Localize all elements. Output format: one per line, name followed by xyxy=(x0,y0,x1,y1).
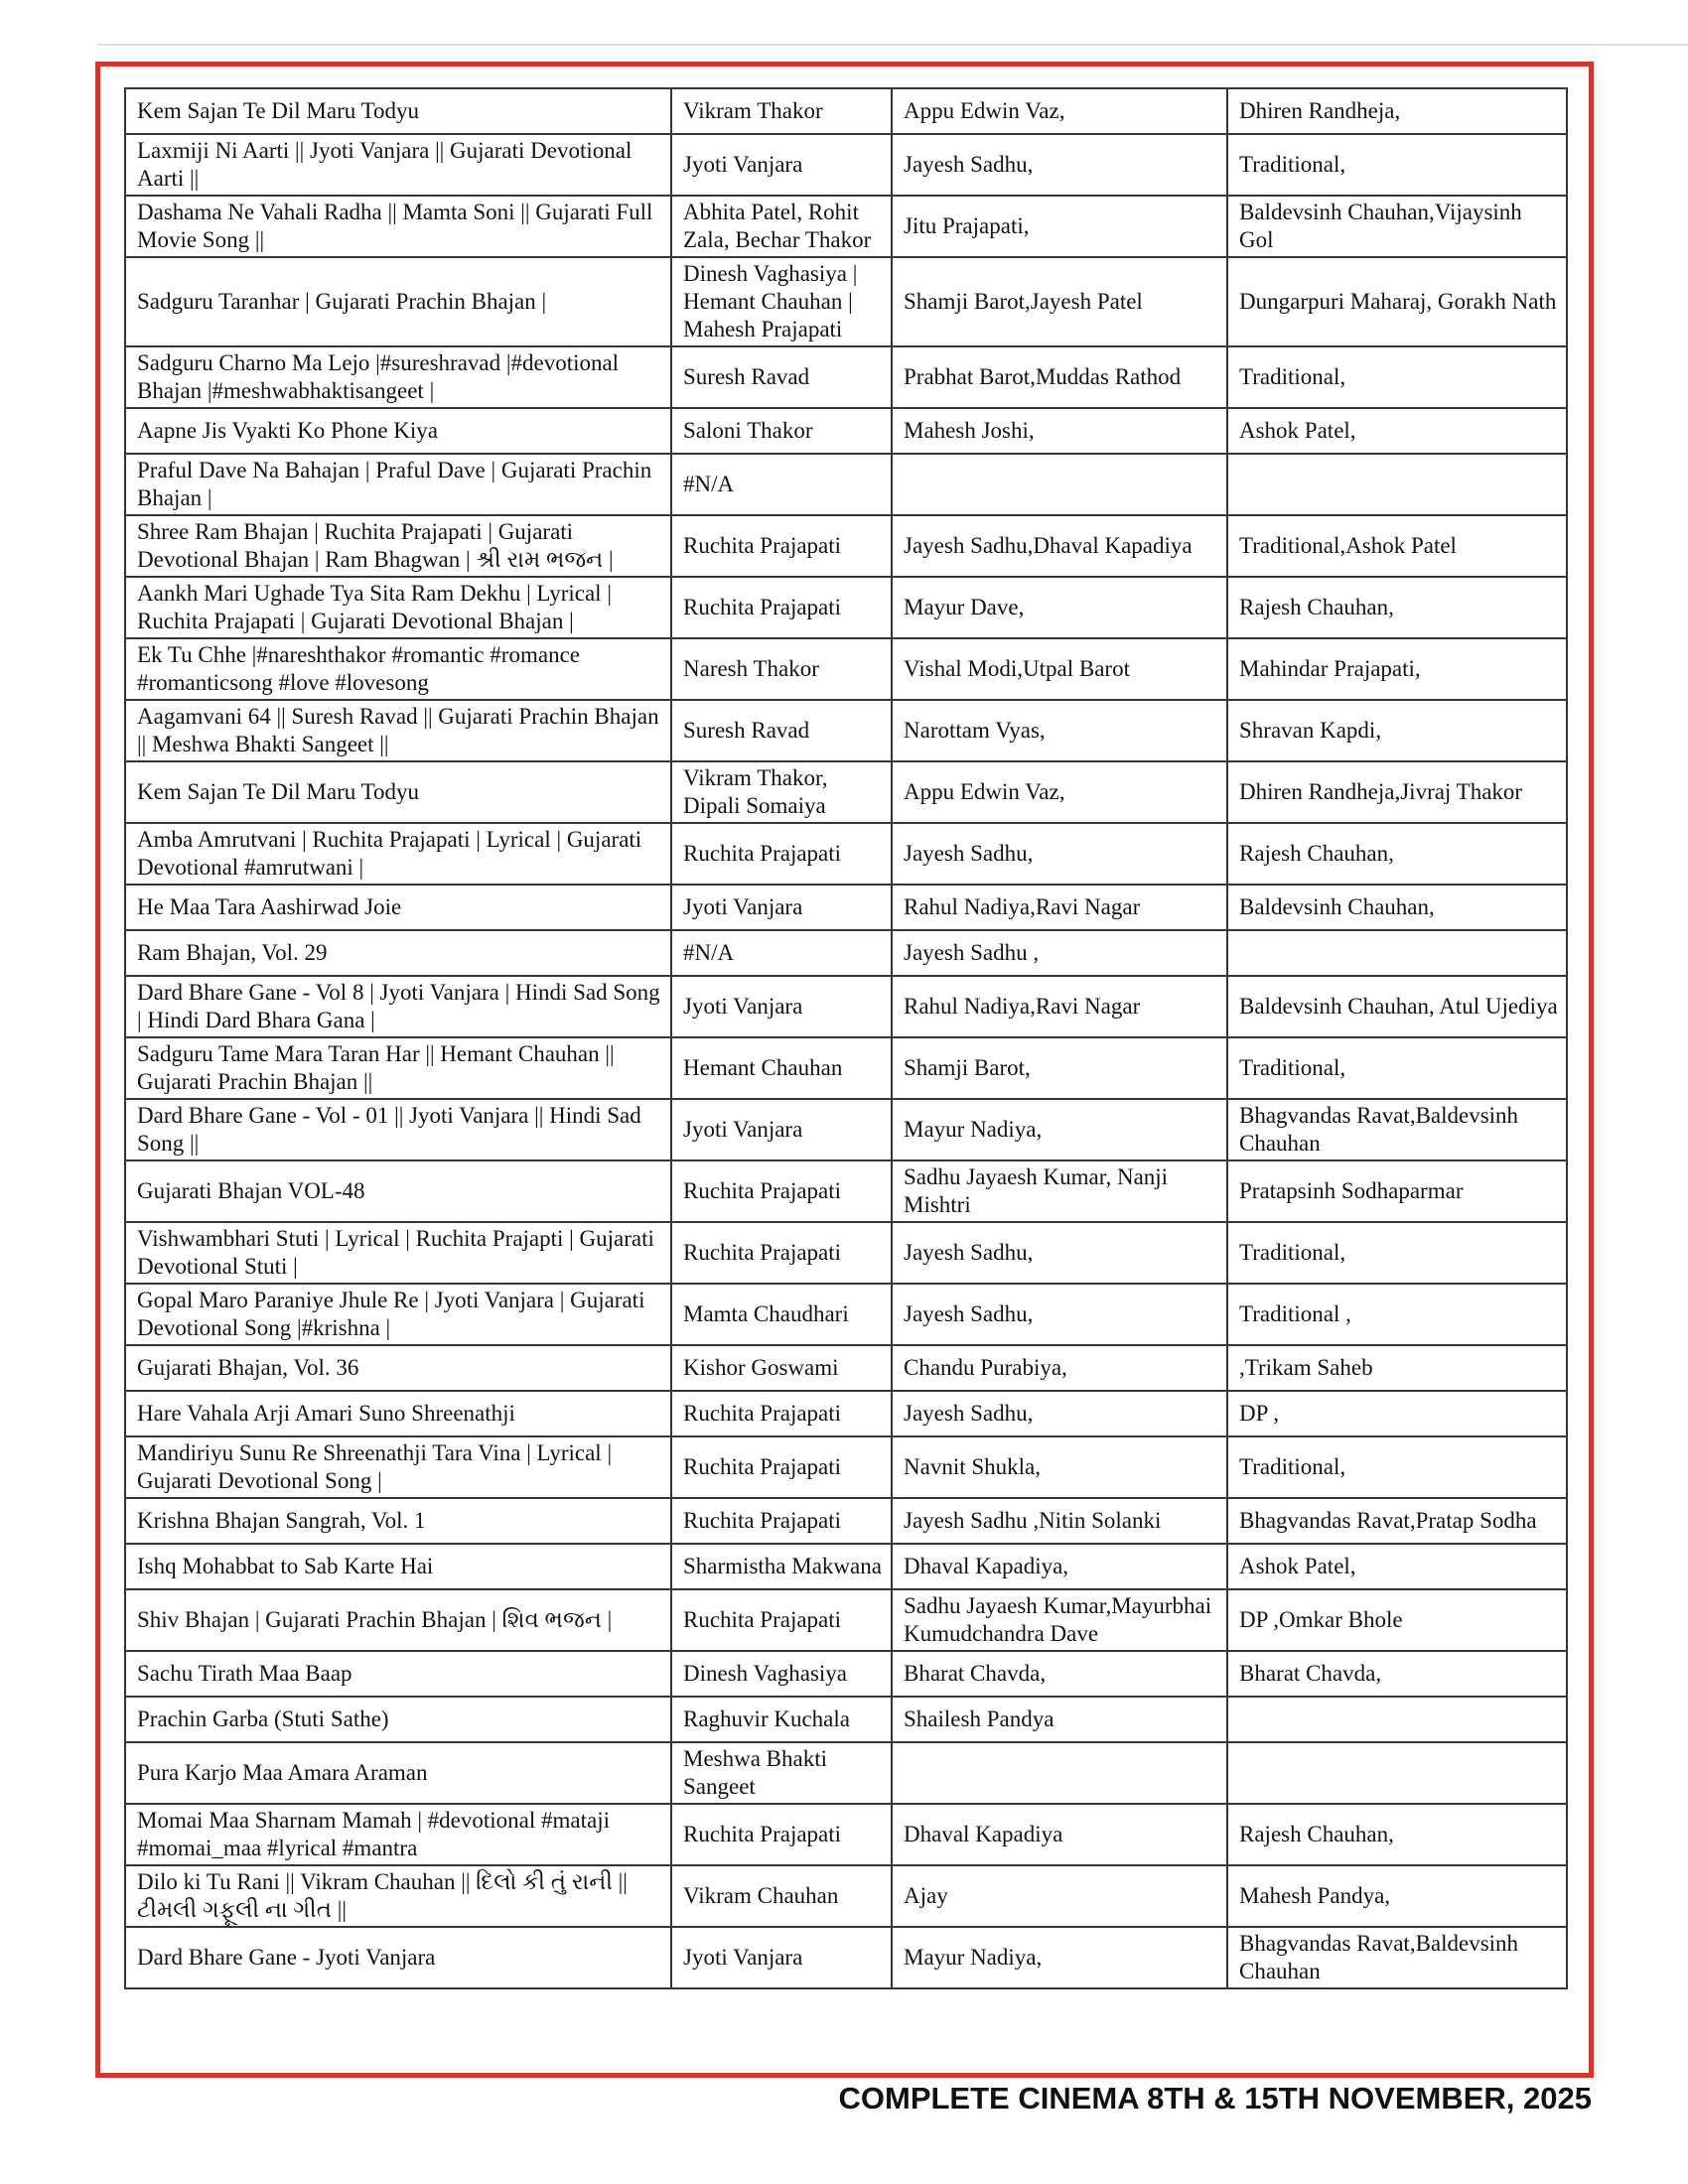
singer-cell: Jyoti Vanjara xyxy=(671,885,892,930)
singer-cell: Sharmistha Makwana xyxy=(671,1544,892,1589)
song-title-cell: Sadguru Charno Ma Lejo |#sureshravad |#devotional Bhajan |#meshwabhaktisangeet | xyxy=(125,346,671,408)
table-row xyxy=(125,1284,1567,1345)
music-director-cell: Narottam Vyas, xyxy=(892,700,1227,761)
music-director-cell: Jayesh Sadhu, xyxy=(892,134,1227,196)
music-director-cell: Shamji Barot, xyxy=(892,1037,1227,1099)
singer-cell: Naresh Thakor xyxy=(671,638,892,700)
table-row xyxy=(125,1498,1567,1544)
music-director-cell: Rahul Nadiya,Ravi Nagar xyxy=(892,976,1227,1037)
singer-cell: Ruchita Prajapati xyxy=(671,1589,892,1651)
lyricist-cell: Bharat Chavda, xyxy=(1227,1651,1567,1697)
lyricist-cell xyxy=(1227,454,1567,515)
lyricist-cell: Bhagvandas Ravat,Baldevsinh Chauhan xyxy=(1227,1927,1567,1988)
music-director-cell: Jayesh Sadhu ,Nitin Solanki xyxy=(892,1498,1227,1544)
lyricist-cell: Rajesh Chauhan, xyxy=(1227,1804,1567,1865)
singer-cell: Meshwa Bhakti Sangeet xyxy=(671,1742,892,1804)
table-row xyxy=(125,976,1567,1037)
table-row xyxy=(125,761,1567,823)
song-title-cell: Aapne Jis Vyakti Ko Phone Kiya xyxy=(125,408,671,454)
singer-cell: Ruchita Prajapati xyxy=(671,1391,892,1436)
song-title-cell: Hare Vahala Arji Amari Suno Shreenathji xyxy=(125,1391,671,1436)
singer-cell: Ruchita Prajapati xyxy=(671,1160,892,1222)
table-row xyxy=(125,700,1567,761)
singer-cell: Mamta Chaudhari xyxy=(671,1284,892,1345)
lyricist-cell: Traditional, xyxy=(1227,346,1567,408)
song-title-cell: Sachu Tirath Maa Baap xyxy=(125,1651,671,1697)
lyricist-cell: Shravan Kapdi, xyxy=(1227,700,1567,761)
song-title-cell: Sadguru Taranhar | Gujarati Prachin Bhajan | xyxy=(125,257,671,346)
song-title-cell: Sadguru Tame Mara Taran Har || Hemant Chauhan || Gujarati Prachin Bhajan || xyxy=(125,1037,671,1099)
lyricist-cell: DP ,Omkar Bhole xyxy=(1227,1589,1567,1651)
singer-cell: Abhita Patel, Rohit Zala, Bechar Thakor xyxy=(671,196,892,257)
table-row xyxy=(125,1345,1567,1391)
music-director-cell: Appu Edwin Vaz, xyxy=(892,761,1227,823)
songs-table xyxy=(124,87,1568,1989)
table-row xyxy=(125,1391,1567,1436)
song-title-cell: He Maa Tara Aashirwad Joie xyxy=(125,885,671,930)
song-title-cell: Ram Bhajan, Vol. 29 xyxy=(125,930,671,976)
song-title-cell: Gujarati Bhajan, Vol. 36 xyxy=(125,1345,671,1391)
table-row xyxy=(125,88,1567,134)
lyricist-cell xyxy=(1227,930,1567,976)
scan-artifact-line xyxy=(97,44,1688,46)
singer-cell: Jyoti Vanjara xyxy=(671,976,892,1037)
song-title-cell: Ek Tu Chhe |#nareshthakor #romantic #romance #romanticsong #love #lovesong xyxy=(125,638,671,700)
lyricist-cell: Bhagvandas Ravat,Baldevsinh Chauhan xyxy=(1227,1099,1567,1160)
music-director-cell: Navnit Shukla, xyxy=(892,1436,1227,1498)
music-director-cell: Mayur Nadiya, xyxy=(892,1927,1227,1988)
singer-cell: Vikram Thakor, Dipali Somaiya xyxy=(671,761,892,823)
singer-cell: Vikram Chauhan xyxy=(671,1865,892,1927)
lyricist-cell: Traditional, xyxy=(1227,134,1567,196)
lyricist-cell: Ashok Patel, xyxy=(1227,1544,1567,1589)
music-director-cell: Jitu Prajapati, xyxy=(892,196,1227,257)
song-title-cell: Dard Bhare Gane - Vol - 01 || Jyoti Vanjara || Hindi Sad Song || xyxy=(125,1099,671,1160)
singer-cell: Saloni Thakor xyxy=(671,408,892,454)
song-title-cell: Momai Maa Sharnam Mamah | #devotional #mataji #momai_maa #lyrical #mantra xyxy=(125,1804,671,1865)
music-director-cell: Ajay xyxy=(892,1865,1227,1927)
song-title-cell: Laxmiji Ni Aarti || Jyoti Vanjara || Gujarati Devotional Aarti || xyxy=(125,134,671,196)
table-row xyxy=(125,885,1567,930)
lyricist-cell: Traditional,Ashok Patel xyxy=(1227,515,1567,577)
lyricist-cell: Traditional, xyxy=(1227,1222,1567,1284)
song-title-cell: Prachin Garba (Stuti Sathe) xyxy=(125,1697,671,1742)
music-director-cell: Dhaval Kapadiya xyxy=(892,1804,1227,1865)
lyricist-cell: Ashok Patel, xyxy=(1227,408,1567,454)
lyricist-cell: Traditional , xyxy=(1227,1284,1567,1345)
music-director-cell: Mayur Nadiya, xyxy=(892,1099,1227,1160)
song-title-cell: Gopal Maro Paraniye Jhule Re | Jyoti Vanjara | Gujarati Devotional Song |#krishna | xyxy=(125,1284,671,1345)
singer-cell: Suresh Ravad xyxy=(671,700,892,761)
table-row xyxy=(125,1589,1567,1651)
table-row xyxy=(125,577,1567,638)
singer-cell: Dinesh Vaghasiya | Hemant Chauhan | Mahesh Prajapati xyxy=(671,257,892,346)
singer-cell: Dinesh Vaghasiya xyxy=(671,1651,892,1697)
music-director-cell xyxy=(892,1742,1227,1804)
song-title-cell: Amba Amrutvani | Ruchita Prajapati | Lyrical | Gujarati Devotional #amrutwani | xyxy=(125,823,671,885)
table-row xyxy=(125,196,1567,257)
song-title-cell: Vishwambhari Stuti | Lyrical | Ruchita Prajapti | Gujarati Devotional Stuti | xyxy=(125,1222,671,1284)
table-row xyxy=(125,930,1567,976)
music-director-cell: Mahesh Joshi, xyxy=(892,408,1227,454)
song-title-cell: Kem Sajan Te Dil Maru Todyu xyxy=(125,88,671,134)
table-row xyxy=(125,638,1567,700)
singer-cell: Jyoti Vanjara xyxy=(671,1099,892,1160)
table-row xyxy=(125,134,1567,196)
lyricist-cell: Baldevsinh Chauhan, Atul Ujediya xyxy=(1227,976,1567,1037)
table-row xyxy=(125,1742,1567,1804)
song-title-cell: Aankh Mari Ughade Tya Sita Ram Dekhu | Lyrical | Ruchita Prajapati | Gujarati Devotional Bhajan | xyxy=(125,577,671,638)
music-director-cell: Jayesh Sadhu , xyxy=(892,930,1227,976)
music-director-cell: Dhaval Kapadiya, xyxy=(892,1544,1227,1589)
music-director-cell: Sadhu Jayaesh Kumar,Mayurbhai Kumudchandra Dave xyxy=(892,1589,1227,1651)
singer-cell: Hemant Chauhan xyxy=(671,1037,892,1099)
song-title-cell: Dashama Ne Vahali Radha || Mamta Soni || Gujarati Full Movie Song || xyxy=(125,196,671,257)
song-title-cell: Shree Ram Bhajan | Ruchita Prajapati | Gujarati Devotional Bhajan | Ram Bhagwan | શ્રી રામ ભજન | xyxy=(125,515,671,577)
table-row xyxy=(125,1651,1567,1697)
music-director-cell: Mayur Dave, xyxy=(892,577,1227,638)
table-row xyxy=(125,1099,1567,1160)
singer-cell: Ruchita Prajapati xyxy=(671,515,892,577)
music-director-cell: Jayesh Sadhu,Dhaval Kapadiya xyxy=(892,515,1227,577)
singer-cell: Ruchita Prajapati xyxy=(671,1804,892,1865)
song-title-cell: Ishq Mohabbat to Sab Karte Hai xyxy=(125,1544,671,1589)
footer-caption: COMPLETE CINEMA 8TH & 15TH NOVEMBER, 2025 xyxy=(838,2081,1592,2116)
singer-cell: #N/A xyxy=(671,454,892,515)
singer-cell: Ruchita Prajapati xyxy=(671,577,892,638)
music-director-cell: Bharat Chavda, xyxy=(892,1651,1227,1697)
lyricist-cell: Mahesh Pandya, xyxy=(1227,1865,1567,1927)
song-title-cell: Praful Dave Na Bahajan | Praful Dave | Gujarati Prachin Bhajan | xyxy=(125,454,671,515)
singer-cell: Ruchita Prajapati xyxy=(671,1222,892,1284)
song-title-cell: Dard Bhare Gane - Vol 8 | Jyoti Vanjara | Hindi Sad Song | Hindi Dard Bhara Gana | xyxy=(125,976,671,1037)
music-director-cell: Vishal Modi,Utpal Barot xyxy=(892,638,1227,700)
song-title-cell: Dilo ki Tu Rani || Vikram Chauhan || દિલો કી તું રાની || ટીમલી ગફૂલી ના ગીત || xyxy=(125,1865,671,1927)
singer-cell: Kishor Goswami xyxy=(671,1345,892,1391)
lyricist-cell xyxy=(1227,1697,1567,1742)
music-director-cell: Appu Edwin Vaz, xyxy=(892,88,1227,134)
lyricist-cell: Traditional, xyxy=(1227,1037,1567,1099)
music-director-cell: Jayesh Sadhu, xyxy=(892,1284,1227,1345)
songs-table-body xyxy=(125,88,1567,1988)
table-row xyxy=(125,1160,1567,1222)
table-row xyxy=(125,1436,1567,1498)
table-row xyxy=(125,1222,1567,1284)
lyricist-cell xyxy=(1227,1742,1567,1804)
singer-cell: Raghuvir Kuchala xyxy=(671,1697,892,1742)
table-row xyxy=(125,515,1567,577)
lyricist-cell: Dhiren Randheja, xyxy=(1227,88,1567,134)
lyricist-cell: Mahindar Prajapati, xyxy=(1227,638,1567,700)
song-title-cell: Mandiriyu Sunu Re Shreenathji Tara Vina | Lyrical | Gujarati Devotional Song | xyxy=(125,1436,671,1498)
music-director-cell: Shailesh Pandya xyxy=(892,1697,1227,1742)
table-row xyxy=(125,257,1567,346)
music-director-cell: Sadhu Jayaesh Kumar, Nanji Mishtri xyxy=(892,1160,1227,1222)
music-director-cell: Jayesh Sadhu, xyxy=(892,823,1227,885)
table-row xyxy=(125,1697,1567,1742)
lyricist-cell: Traditional, xyxy=(1227,1436,1567,1498)
lyricist-cell: Baldevsinh Chauhan, xyxy=(1227,885,1567,930)
song-title-cell: Pura Karjo Maa Amara Araman xyxy=(125,1742,671,1804)
music-director-cell: Prabhat Barot,Muddas Rathod xyxy=(892,346,1227,408)
table-row xyxy=(125,1544,1567,1589)
lyricist-cell: ,Trikam Saheb xyxy=(1227,1345,1567,1391)
song-title-cell: Krishna Bhajan Sangrah, Vol. 1 xyxy=(125,1498,671,1544)
singer-cell: Jyoti Vanjara xyxy=(671,134,892,196)
lyricist-cell: DP , xyxy=(1227,1391,1567,1436)
table-row xyxy=(125,1037,1567,1099)
singer-cell: Ruchita Prajapati xyxy=(671,1436,892,1498)
table-row xyxy=(125,346,1567,408)
music-director-cell: Chandu Purabiya, xyxy=(892,1345,1227,1391)
table-row xyxy=(125,454,1567,515)
singer-cell: Ruchita Prajapati xyxy=(671,1498,892,1544)
lyricist-cell: Rajesh Chauhan, xyxy=(1227,823,1567,885)
singer-cell: Ruchita Prajapati xyxy=(671,823,892,885)
lyricist-cell: Dungarpuri Maharaj, Gorakh Nath xyxy=(1227,257,1567,346)
song-title-cell: Aagamvani 64 || Suresh Ravad || Gujarati Prachin Bhajan || Meshwa Bhakti Sangeet || xyxy=(125,700,671,761)
music-director-cell: Shamji Barot,Jayesh Patel xyxy=(892,257,1227,346)
singer-cell: Suresh Ravad xyxy=(671,346,892,408)
lyricist-cell: Dhiren Randheja,Jivraj Thakor xyxy=(1227,761,1567,823)
table-row xyxy=(125,408,1567,454)
song-title-cell: Shiv Bhajan | Gujarati Prachin Bhajan | શિવ ભજન | xyxy=(125,1589,671,1651)
table-row xyxy=(125,823,1567,885)
lyricist-cell: Pratapsinh Sodhaparmar xyxy=(1227,1160,1567,1222)
singer-cell: #N/A xyxy=(671,930,892,976)
lyricist-cell: Baldevsinh Chauhan,Vijaysinh Gol xyxy=(1227,196,1567,257)
table-row xyxy=(125,1865,1567,1927)
music-director-cell xyxy=(892,454,1227,515)
song-title-cell: Kem Sajan Te Dil Maru Todyu xyxy=(125,761,671,823)
music-director-cell: Jayesh Sadhu, xyxy=(892,1222,1227,1284)
singer-cell: Jyoti Vanjara xyxy=(671,1927,892,1988)
music-director-cell: Jayesh Sadhu, xyxy=(892,1391,1227,1436)
lyricist-cell: Rajesh Chauhan, xyxy=(1227,577,1567,638)
singer-cell: Vikram Thakor xyxy=(671,88,892,134)
lyricist-cell: Bhagvandas Ravat,Pratap Sodha xyxy=(1227,1498,1567,1544)
music-director-cell: Rahul Nadiya,Ravi Nagar xyxy=(892,885,1227,930)
song-title-cell: Gujarati Bhajan VOL-48 xyxy=(125,1160,671,1222)
table-row xyxy=(125,1804,1567,1865)
song-title-cell: Dard Bhare Gane - Jyoti Vanjara xyxy=(125,1927,671,1988)
table-row xyxy=(125,1927,1567,1988)
